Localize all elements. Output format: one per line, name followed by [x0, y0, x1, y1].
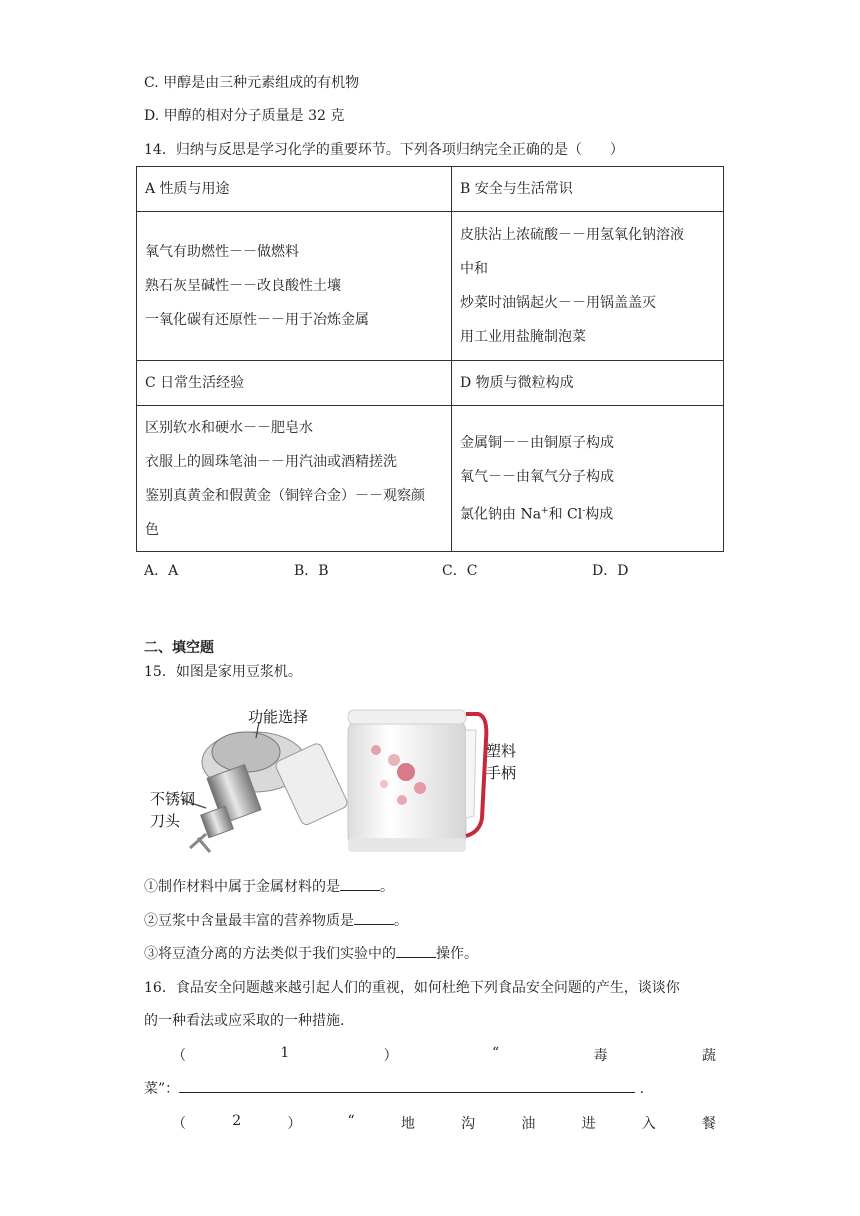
choice-c[interactable]: C．C: [442, 563, 478, 579]
q15-stem: 15．如图是家用豆浆机。: [144, 664, 302, 680]
q15-sub1-blank[interactable]: [340, 876, 380, 891]
q16-part1-end: .: [639, 1081, 645, 1097]
cell-c-title: C 日常生活经验: [137, 361, 452, 406]
token: ）: [287, 1116, 302, 1132]
cell-a-title: A 性质与用途: [137, 167, 452, 212]
token: “: [492, 1045, 500, 1061]
token: 蔬: [701, 1048, 716, 1064]
q16-part1-line2: [144, 1078, 644, 1099]
token: （: [172, 1116, 186, 1132]
cell-c-body: [137, 406, 452, 552]
q16-stem-line1: 16．食品安全问题越来越引起人们的重视，如何杜绝下列食品安全问题的产生，谈谈你: [144, 980, 680, 996]
q15-sub1-end: 。: [380, 879, 394, 895]
choice-a[interactable]: A．A: [144, 563, 179, 579]
q15-sub3-end: 操作。: [436, 946, 478, 962]
soymilk-machine-figure: [144, 700, 524, 860]
q15-sub1: [144, 876, 394, 897]
token: 地: [400, 1116, 415, 1132]
label-blade-line1: 不锈钢: [150, 790, 196, 808]
cell-a-line: 氧气有助燃性－－做燃料: [145, 244, 299, 260]
token: 入: [641, 1116, 656, 1132]
q15-sub3-text: ③将豆渣分离的方法类似于我们实验中的: [144, 946, 396, 962]
cell-d-line-ions: [460, 494, 715, 532]
token: 沟: [461, 1116, 476, 1132]
ions-mid: 和 Cl: [548, 506, 583, 523]
token: 2: [232, 1113, 242, 1129]
token: 油: [521, 1116, 536, 1132]
q14-stem: 14．归纳与反思是学习化学的重要环节。下列各项归纳完全正确的是（ ）: [144, 142, 624, 158]
q13-option-c: C. 甲醇是由三种元素组成的有机物: [144, 75, 360, 91]
token: （: [172, 1048, 186, 1064]
cell-a-body: [137, 212, 452, 361]
token: ）: [383, 1048, 398, 1064]
cell-b-title: B 安全与生活常识: [452, 167, 724, 212]
cell-a-line: 一氧化碳有还原性－－用于冶炼金属: [145, 312, 369, 328]
q15-sub2-blank[interactable]: [354, 910, 394, 925]
label-handle-line1: 塑料: [486, 742, 517, 760]
q15-sub1-text: ①制作材料中属于金属材料的是: [144, 879, 340, 895]
cell-c-line: 衣服上的圆珠笔油－－用汽油或酒精搓洗: [145, 453, 397, 470]
q13-option-d: D. 甲醇的相对分子质量是 32 克: [144, 108, 345, 124]
q15-sub3-blank[interactable]: [396, 943, 436, 958]
cell-b-line: 中和: [460, 261, 488, 277]
cell-b-body: [452, 212, 724, 361]
cl-charge: -: [582, 505, 586, 516]
q15-sub2: [144, 910, 408, 931]
na-charge: +: [541, 505, 549, 516]
q16-part1-line1: [172, 1045, 716, 1065]
token: 毒: [593, 1048, 608, 1064]
token: 1: [280, 1045, 290, 1061]
choice-d[interactable]: D．D: [592, 563, 629, 579]
q16-stem-line2: 的一种看法或应采取的一种措施.: [144, 1013, 345, 1029]
cell-a-line: 熟石灰呈碱性－－改良酸性土壤: [145, 278, 341, 294]
choice-b[interactable]: B．B: [294, 563, 329, 579]
cell-d-title: D 物质与微粒构成: [452, 361, 724, 406]
cell-c-line: 鉴别真黄金和假黄金（铜锌合金）－－观察颜: [145, 487, 425, 504]
cell-d-line: 金属铜－－由铜原子构成: [460, 434, 614, 451]
token: 进: [581, 1116, 596, 1132]
label-handle-line2: 手柄: [486, 764, 517, 782]
cell-b-line: 用工业用盐腌制泡菜: [460, 329, 586, 345]
label-function-select: 功能选择: [248, 708, 309, 726]
ions-prefix: 氯化钠由 Na: [460, 506, 542, 523]
q16-part1-label: 菜”：: [144, 1081, 180, 1097]
cell-b-line: 炒菜时油锅起火－－用锅盖盖灭: [460, 295, 656, 311]
token: 餐: [701, 1116, 716, 1132]
label-blade-line2: 刀头: [150, 812, 181, 830]
cell-d-body: [452, 406, 724, 552]
cell-c-line: 区别软水和硬水－－肥皂水: [145, 419, 313, 436]
cell-d-line: 氧气－－由氧气分子构成: [460, 468, 614, 485]
q16-part2-line1: [172, 1113, 716, 1133]
ions-suffix: 构成: [585, 506, 614, 523]
q15-sub3: [144, 943, 478, 964]
q15-sub2-end: 。: [394, 913, 408, 929]
soymilk-machine-illustration: [144, 700, 524, 860]
q16-part1-blank[interactable]: [179, 1078, 635, 1093]
q15-sub2-text: ②豆浆中含量最丰富的营养物质是: [144, 913, 354, 929]
token: “: [347, 1113, 355, 1129]
section-title: 二、填空题: [144, 640, 214, 656]
q14-table: [136, 166, 724, 552]
cell-b-line: 皮肤沾上浓硫酸－－用氢氧化钠溶液: [460, 227, 684, 243]
cell-c-line: 色: [145, 521, 159, 538]
